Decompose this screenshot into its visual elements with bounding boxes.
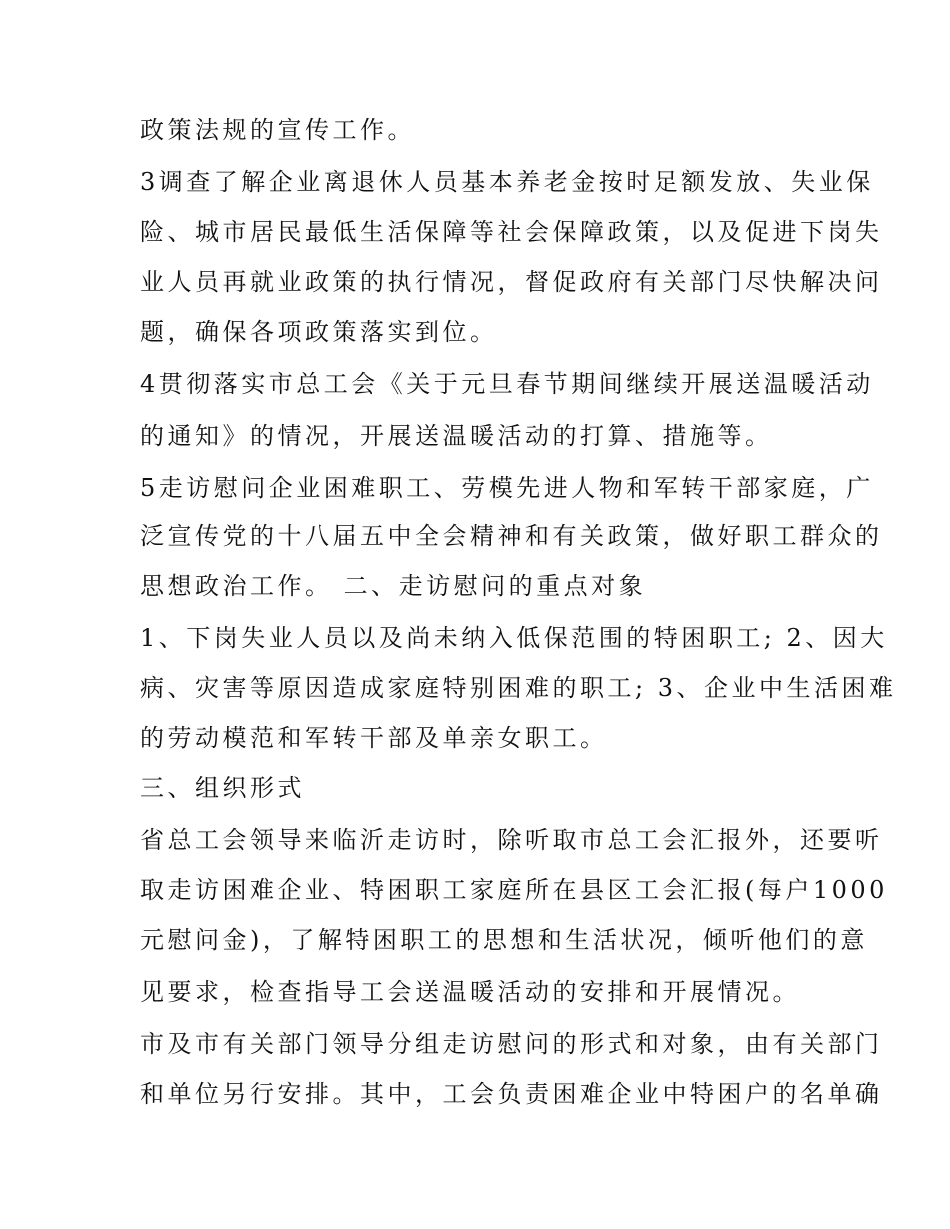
text-line: 取走访困难企业、特困职工家庭所在县区工会汇报(每户1000 (140, 876, 888, 904)
text-line: 1、下岗失业人员以及尚未纳入低保范围的特困职工; 2、因大 (140, 624, 888, 652)
text-line: 见要求，检查指导工会送温暖活动的安排和开展情况。 (140, 978, 800, 1006)
text-line: 政策法规的宣传工作。 (140, 116, 415, 144)
text-line: 业人员再就业政策的执行情况，督促政府有关部门尽快解决问 (140, 268, 883, 296)
text-line: 泛宣传党的十八届五中全会精神和有关政策，做好职工群众的 (140, 522, 883, 550)
text-line: 3调查了解企业离退休人员基本养老金按时足额发放、失业保 (140, 168, 874, 196)
text-line: 5走访慰问企业困难职工、劳模先进人物和军转干部家庭，广 (140, 474, 874, 502)
text-line: 4贯彻落实市总工会《关于元旦春节期间继续开展送温暖活动 (140, 370, 874, 398)
text-line: 的劳动模范和军转干部及单亲女职工。 (140, 724, 608, 752)
text-line: 的通知》的情况，开展送温暖活动的打算、措施等。 (140, 422, 773, 450)
text-line: 思想政治工作。 二、走访慰问的重点对象 (140, 572, 647, 600)
text-line: 题，确保各项政策落实到位。 (140, 318, 498, 346)
text-line: 省总工会领导来临沂走访时，除听取市总工会汇报外，还要听 (140, 826, 883, 854)
text-line: 险、城市居民最低生活保障等社会保障政策，以及促进下岗失 (140, 218, 883, 246)
text-line: 元慰问金)，了解特困职工的思想和生活状况，倾听他们的意 (140, 926, 868, 954)
text-line: 市及市有关部门领导分组走访慰问的形式和对象，由有关部门 (140, 1030, 883, 1058)
text-line: 病、灾害等原因造成家庭特别困难的职工; 3、企业中生活困难 (140, 674, 897, 702)
text-line: 和单位另行安排。其中，工会负责困难企业中特困户的名单确 (140, 1080, 883, 1108)
section-heading: 三、组织形式 (140, 774, 305, 802)
